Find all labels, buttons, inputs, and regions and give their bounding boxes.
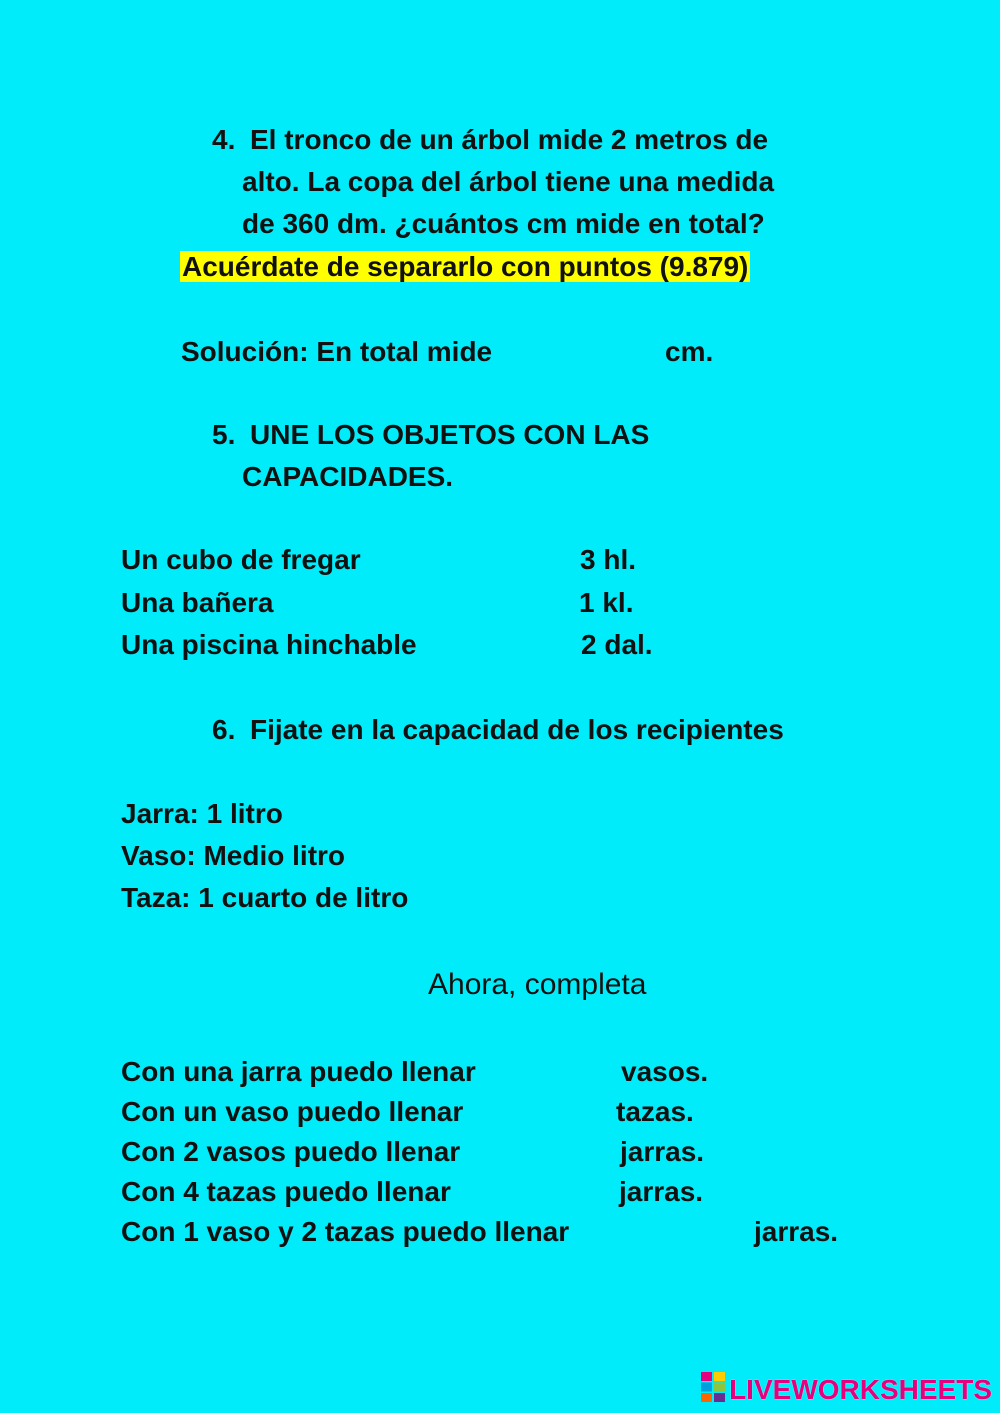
q4-text-line1: El tronco de un árbol mide 2 metros de: [250, 124, 769, 155]
q6-container-jarra: Jarra: 1 litro: [121, 798, 283, 829]
q6-sentence-5-prefix: Con 1 vaso y 2 tazas puedo llenar: [121, 1216, 570, 1247]
q4-line1: [212, 123, 768, 157]
q4-solution-unit: cm.: [665, 336, 714, 367]
liveworksheets-logo-icon: [701, 1372, 725, 1407]
q5-text-line2: CAPACIDADES.: [242, 461, 454, 492]
q4-number: 4.: [212, 124, 236, 155]
q6-heading: Ahora, completa: [428, 968, 647, 1001]
q6-sentence-4-suffix: jarras.: [619, 1176, 704, 1207]
q6-sentence-4-blank[interactable]: [485, 1173, 610, 1209]
q5-capacity-2[interactable]: 1 kl.: [579, 587, 634, 618]
q5-capacity-1[interactable]: 3 hl.: [580, 544, 637, 575]
q6-container-taza: Taza: 1 cuarto de litro: [121, 882, 409, 913]
q5-object-3[interactable]: Una piscina hinchable: [121, 629, 417, 660]
q5-capacity-3[interactable]: 2 dal.: [581, 629, 653, 660]
q6-sentence-2-suffix: tazas.: [616, 1096, 694, 1127]
q6-sentence-1-blank[interactable]: [510, 1053, 610, 1089]
q4-solution-prefix: Solución: En total mide: [181, 336, 493, 367]
q6-sentence-5-suffix: jarras.: [754, 1216, 839, 1247]
liveworksheets-logo: [701, 1372, 992, 1407]
q6-sentence-3-blank[interactable]: [495, 1133, 610, 1169]
q6-title-line: [212, 713, 784, 747]
q4-text-line2: alto. La copa del árbol tiene una medida: [242, 166, 775, 197]
q6-sentence-1-prefix: Con una jarra puedo llenar: [121, 1056, 476, 1087]
q4-reminder-highlight: Acuérdate de separarlo con puntos (9.879): [182, 251, 749, 282]
q5-object-1[interactable]: Un cubo de fregar: [121, 544, 361, 575]
q5-number: 5.: [212, 419, 236, 450]
q4-reminder: [180, 250, 750, 284]
q5-object-2[interactable]: Una bañera: [121, 587, 274, 618]
q6-title: Fijate en la capacidad de los recipientes: [250, 714, 784, 745]
q6-number: 6.: [212, 714, 236, 745]
q6-sentence-2-prefix: Con un vaso puedo llenar: [121, 1096, 464, 1127]
q6-sentence-5-blank[interactable]: [612, 1213, 747, 1249]
q6-sentence-4-prefix: Con 4 tazas puedo llenar: [121, 1176, 451, 1207]
q6-container-vaso: Vaso: Medio litro: [121, 840, 346, 871]
q6-sentence-3-prefix: Con 2 vasos puedo llenar: [121, 1136, 461, 1167]
liveworksheets-brand: LIVEWORKSHEETS: [729, 1373, 992, 1405]
q4-answer-blank[interactable]: [545, 332, 655, 370]
q6-sentence-3-suffix: jarras.: [620, 1136, 705, 1167]
q5-text-line1: UNE LOS OBJETOS CON LAS: [250, 419, 650, 450]
q5-line1: [212, 418, 649, 452]
q4-text-line3: de 360 dm. ¿cuántos cm mide en total?: [242, 208, 765, 239]
q6-sentence-1-suffix: vasos.: [621, 1056, 709, 1087]
q6-sentence-2-blank[interactable]: [498, 1093, 608, 1129]
